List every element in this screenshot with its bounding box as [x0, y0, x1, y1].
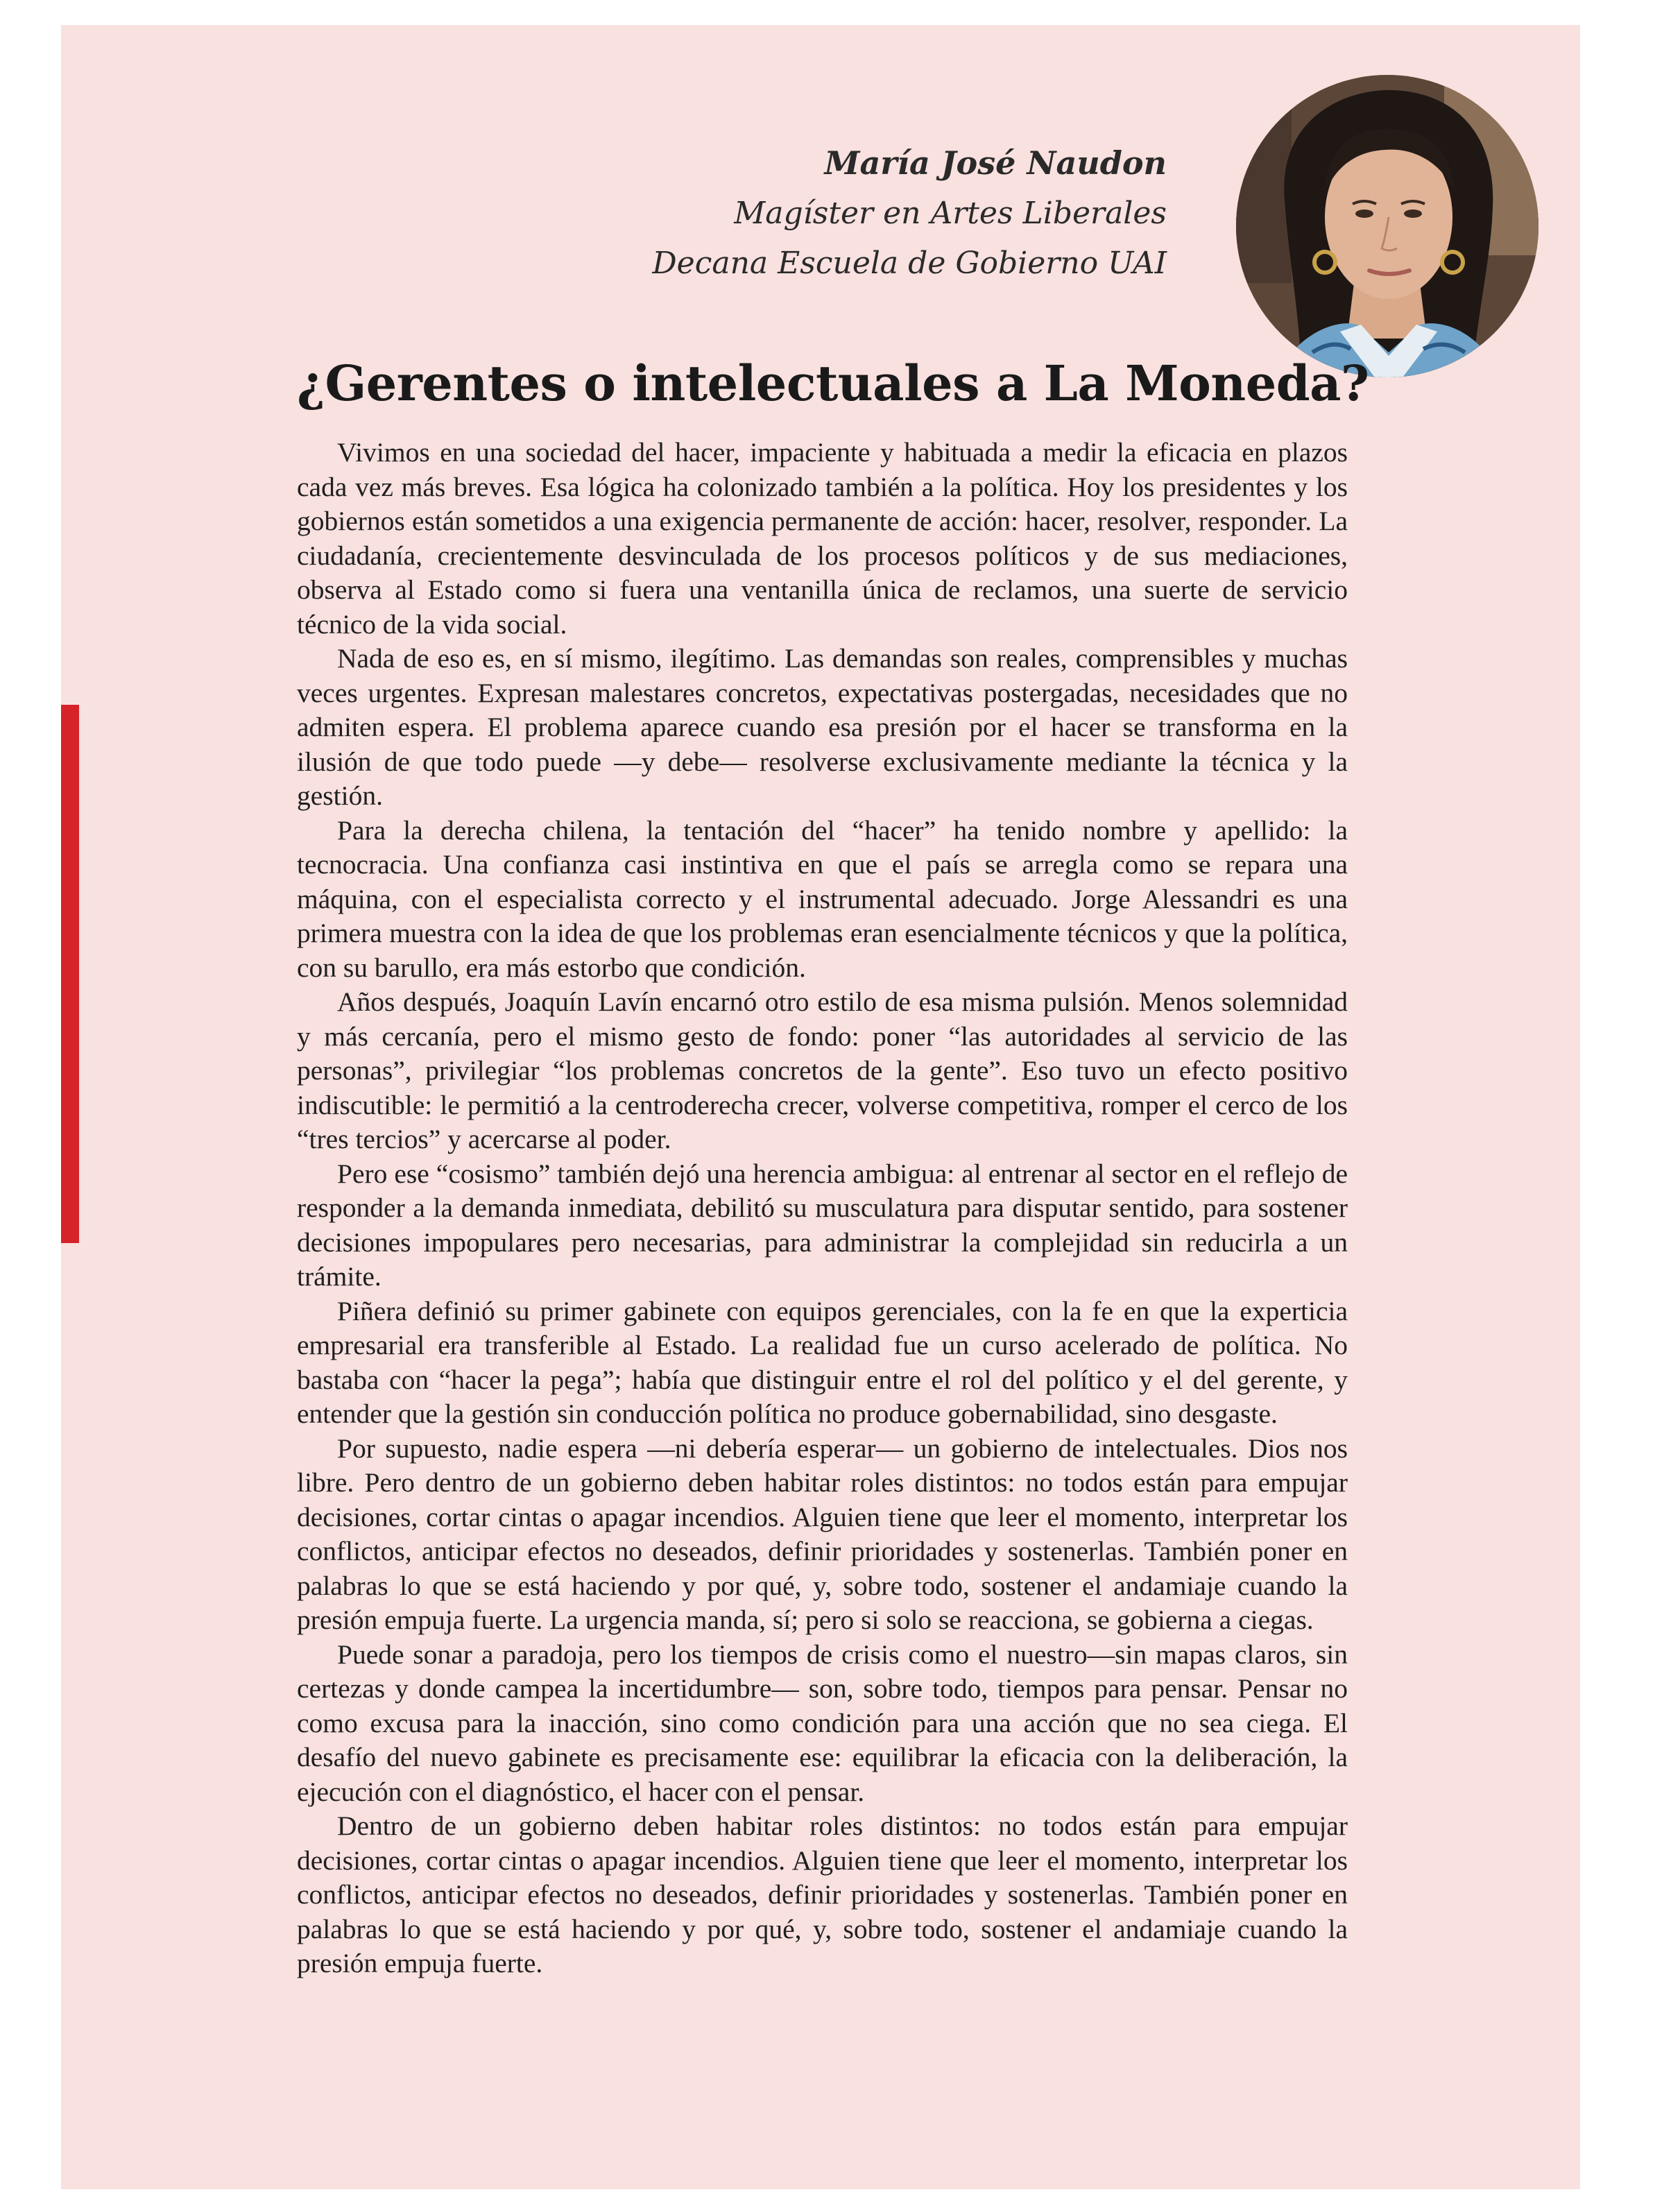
author-photo — [1236, 75, 1538, 377]
author-byline — [652, 137, 1167, 289]
paragraph: Piñera definió su primer gabinete con equipos gerenciales, con la fe en que la experticia empresarial era transferible al Estado. La realidad fue un curso acelerado de política. No bastaba con “hacer la pega”; había que distinguir entre el rol del político y el del gerente, y entender que la gestión sin conducción política no produce gobernabilidad, sino desgaste. — [297, 1295, 1348, 1429]
accent-bar — [61, 705, 79, 1243]
paragraph: Dentro de un gobierno deben habitar roles distintos: no todos están para empujar decisiones, cortar cintas o apagar incendios. Alguien tiene que leer el momento, interpretar los conflictos, anticipar efectos no deseados, definir prioridades y sostenerlas. También poner en palabras lo que se está haciendo y por qué, y, sobre todo, sostener el andamiaje cuando la presión empuja fuerte. — [297, 1811, 1348, 1978]
paragraph: Para la derecha chilena, la tentación del “hacer” ha tenido nombre y apellido: la tecnocracia. Una confianza casi instintiva en que el país se arregla como se repara una máquina, con el especialista correcto y el instrumental adecuado. Jorge Alessandri es una primera muestra con la idea de que los problemas eran esencialmente técnicos y que la política, con su barullo, era más estorbo que condición. — [297, 814, 1348, 983]
article-title: ¿Gerentes o intelectuales a La Moneda? — [297, 354, 1369, 412]
paragraph: Puede sonar a paradoja, pero los tiempos de crisis como el nuestro—sin mapas claros, sin certezas y donde campea la incertidumbre— son, sobre todo, tiempos para pensar. Pensar no como excusa para la inacción, sino como condición para una acción que no sea ciega. El desafío del nuevo gabinete es precisamente ese: equilibrar la eficacia con la deliberación, la ejecución con el diagnóstico, el hacer con el pensar. — [297, 1638, 1348, 1807]
paragraph: Nada de eso es, en sí mismo, ilegítimo. Las demandas son reales, comprensibles y muchas veces urgentes. Expresan malestares concretos, expectativas postergadas, necesidades que no admiten espera. El problema aparece cuando esa presión por el hacer se transforma en la ilusión de que todo puede —y debe— resolverse exclusivamente mediante la técnica y la gestión. — [297, 643, 1348, 811]
author-title: Magíster en Artes Liberales — [734, 196, 1167, 231]
paragraph: Años después, Joaquín Lavín encarnó otro estilo de esa misma pulsión. Menos solemnidad y más cercanía, pero el mismo gesto de fondo: poner “las autoridades al servicio de las personas”, privilegiar “los problemas concretos de la gente”. Eso tuvo un efecto positivo indiscutible: le permitió a la centroderecha crecer, volverse competitiva, romper el cerco de los “tres tercios” y acercarse al poder. — [297, 986, 1348, 1154]
author-name: María José Naudon — [824, 144, 1167, 182]
paragraph: Vivimos en una sociedad del hacer, impaciente y habituada a medir la eficacia en plazos cada vez más breves. Esa lógica ha colonizado también a la política. Hoy los presidentes y los gobiernos están sometidos a una exigencia permanente de acción: hacer, resolver, responder. La ciudadanía, crecientemente desvinculada de los procesos políticos y de sus mediaciones, observa al Estado como si fuera una ventanilla única de reclamos, una suerte de servicio técnico de la vida social. — [297, 437, 1348, 640]
paragraph: Pero ese “cosismo” también dejó una herencia ambigua: al entrenar al sector en el reflejo de responder a la demanda inmediata, debilitó su musculatura para disputar sentido, para sostener decisiones impopulares pero necesarias, para administrar la complejidad sin reducirla a un trámite. — [297, 1158, 1348, 1292]
paragraph: Por supuesto, nadie espera —ni debería esperar— un gobierno de intelectuales. Dios nos libre. Pero dentro de un gobierno deben habitar roles distintos: no todos están para empujar decisiones, cortar cintas o apagar incendios. Alguien tiene que leer el momento, interpretar los conflictos, anticipar efectos no deseados, definir prioridades y sostenerlas. También poner en palabras lo que se está haciendo y por qué, y, sobre todo, sostener el andamiaje cuando la presión empuja fuerte. La urgencia manda, sí; pero si solo se reacciona, se gobierna a ciegas. — [297, 1432, 1348, 1635]
author-position: Decana Escuela de Gobierno UAI — [652, 246, 1167, 281]
article-body — [297, 436, 1348, 1981]
